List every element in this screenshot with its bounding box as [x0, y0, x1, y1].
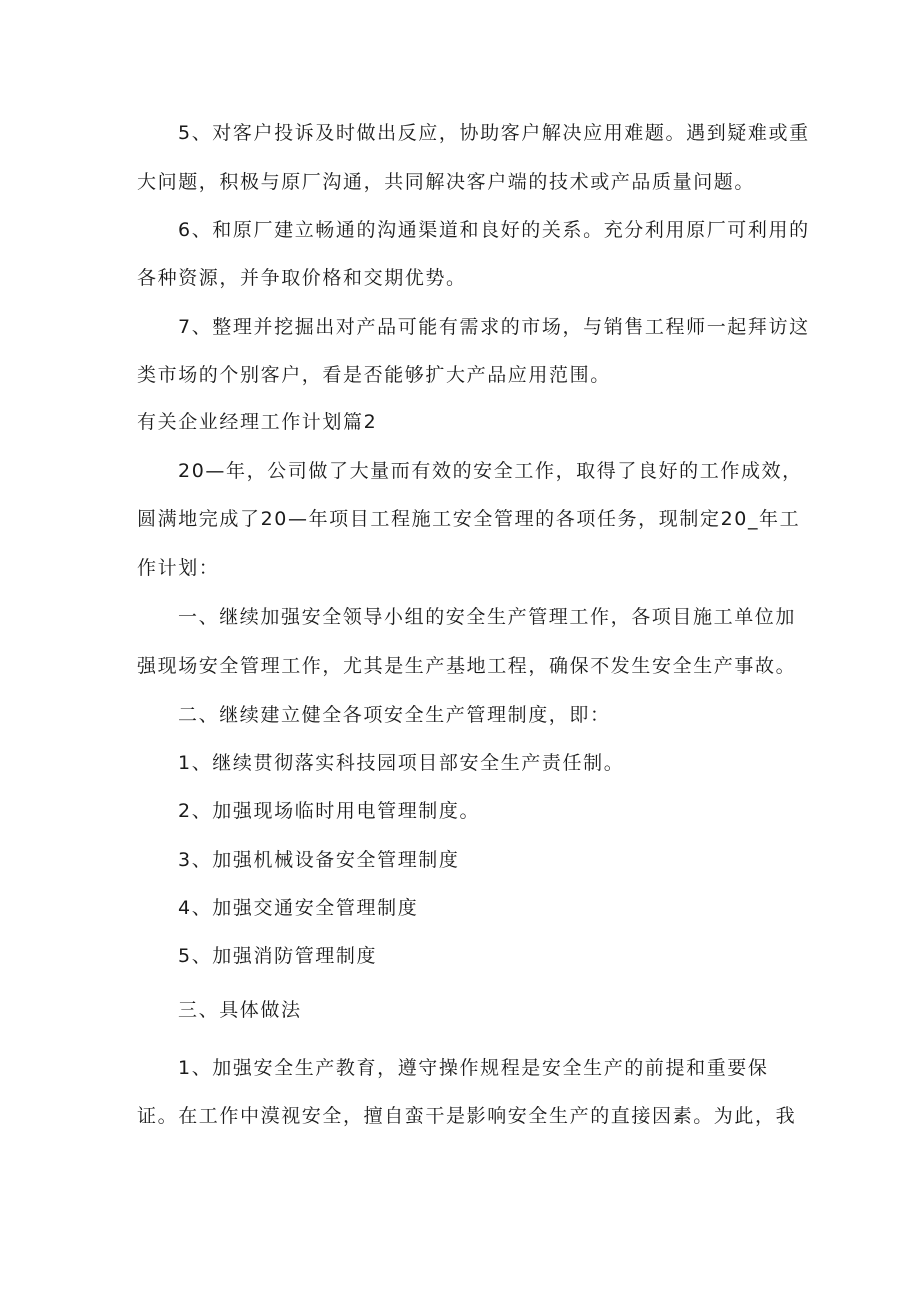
rule-1: 1、继续贯彻落实科技园项目部安全生产责任制。 [178, 752, 625, 774]
item-6-line-1: 6、和原厂建立畅通的沟通渠道和良好的关系。充分利用原厂可利用的 [178, 219, 810, 241]
rule-3: 3、加强机械设备安全管理制度 [178, 849, 460, 871]
method-1-line-2: 证。在工作中漠视安全，擅自蛮干是影响安全生产的直接因素。为此，我 [137, 1105, 797, 1127]
item-7-line-1: 7、整理并挖掘出对产品可能有需求的市场，与销售工程师一起拜访这 [178, 316, 810, 338]
item-7-line-2: 类市场的个别客户，看是否能够扩大产品应用范围。 [137, 364, 611, 386]
point-1-line-2: 强现场安全管理工作，尤其是生产基地工程，确保不发生安全生产事故。 [137, 655, 797, 677]
rule-4: 4、加强交通安全管理制度 [178, 897, 419, 919]
intro-line-3: 作计划： [137, 557, 220, 579]
section-title: 有关企业经理工作计划篇2 [137, 411, 378, 433]
point-2: 二、继续建立健全各项安全生产管理制度，即： [178, 704, 611, 726]
item-5-line-1: 5、对客户投诉及时做出反应，协助客户解决应用难题。遇到疑难或重 [178, 122, 810, 144]
item-6-line-2: 各种资源，并争取价格和交期优势。 [137, 267, 467, 289]
rule-2: 2、加强现场临时用电管理制度。 [178, 800, 481, 822]
rule-5: 5、加强消防管理制度 [178, 945, 378, 967]
item-5-line-2: 大问题，积极与原厂沟通，共同解决客户端的技术或产品质量问题。 [137, 171, 756, 193]
intro-line-1: 20—年，公司做了大量而有效的安全工作，取得了良好的工作成效， [178, 460, 803, 482]
point-3: 三、具体做法 [178, 999, 302, 1021]
method-1-line-1: 1、加强安全生产教育，遵守操作规程是安全生产的前提和重要保 [178, 1057, 769, 1079]
intro-line-2: 圆满地完成了20—年项目工程施工安全管理的各项任务，现制定20_年工 [137, 508, 801, 530]
point-1-line-1: 一、继续加强安全领导小组的安全生产管理工作，各项目施工单位加 [178, 606, 797, 628]
